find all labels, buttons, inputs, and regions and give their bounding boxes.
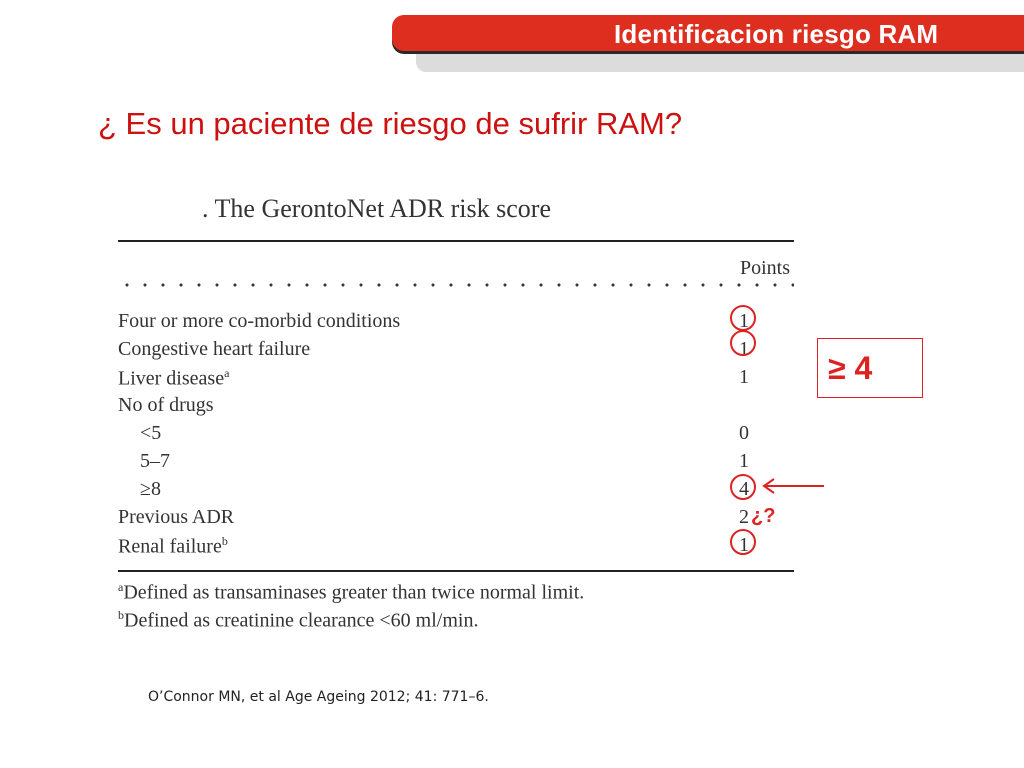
threshold-value: ≥ 4 — [828, 350, 873, 386]
table-row-points: 4 — [739, 478, 749, 500]
table-bottom-rule — [118, 570, 794, 572]
slide-title: Identificacion riesgo RAM — [614, 19, 939, 49]
table-row-points: 1 — [739, 366, 749, 388]
table-row-label: ≥8 — [140, 478, 161, 500]
table-row-points: 0 — [739, 422, 749, 444]
footnote-text: Defined as transaminases greater than twice normal limit. — [123, 581, 585, 604]
highlight-circle — [730, 474, 756, 500]
footnote-sup: a — [118, 580, 124, 594]
row-sup: a — [224, 366, 230, 380]
table-title: . The GerontoNet ADR risk score — [202, 194, 552, 223]
table-row-label — [118, 534, 228, 559]
dotted-divider — [118, 283, 794, 287]
table-row-label: 5–7 — [140, 450, 170, 472]
table-row-points: 1 — [739, 310, 749, 332]
highlight-circle — [730, 529, 756, 555]
question-mark-annotation: ¿? — [751, 505, 776, 527]
table-row-label: Four or more co-morbid conditions — [118, 310, 401, 332]
citation: O’Connor MN, et al Age Ageing 2012; 41: 771–6. — [148, 689, 489, 705]
table-row-points: 2 — [739, 506, 749, 528]
footnote-sup: b — [118, 608, 124, 622]
footnote — [118, 580, 584, 605]
arrow-left-icon — [760, 476, 826, 496]
table-row-label — [118, 366, 229, 391]
row-text: Liver disease — [118, 367, 225, 390]
table-top-rule — [118, 240, 794, 242]
table-row-label: <5 — [140, 422, 162, 444]
table-row-label: No of drugs — [118, 394, 214, 416]
slide-question: ¿ Es un paciente de riesgo de sufrir RAM? — [98, 106, 683, 141]
footnote — [118, 608, 478, 633]
table-row-points: 1 — [739, 534, 749, 556]
points-column-header: Points — [740, 257, 791, 279]
table-row-label: Previous ADR — [118, 506, 235, 528]
footnote-text: Defined as creatinine clearance <60 ml/min. — [124, 609, 479, 632]
row-text: Renal failure — [118, 535, 222, 558]
table-row-points: 1 — [739, 338, 749, 360]
highlight-circle — [730, 330, 756, 356]
row-sup: b — [221, 534, 228, 548]
highlight-circle — [730, 305, 756, 331]
table-row-points: 1 — [739, 450, 749, 472]
table-row-label: Congestive heart failure — [118, 338, 311, 360]
